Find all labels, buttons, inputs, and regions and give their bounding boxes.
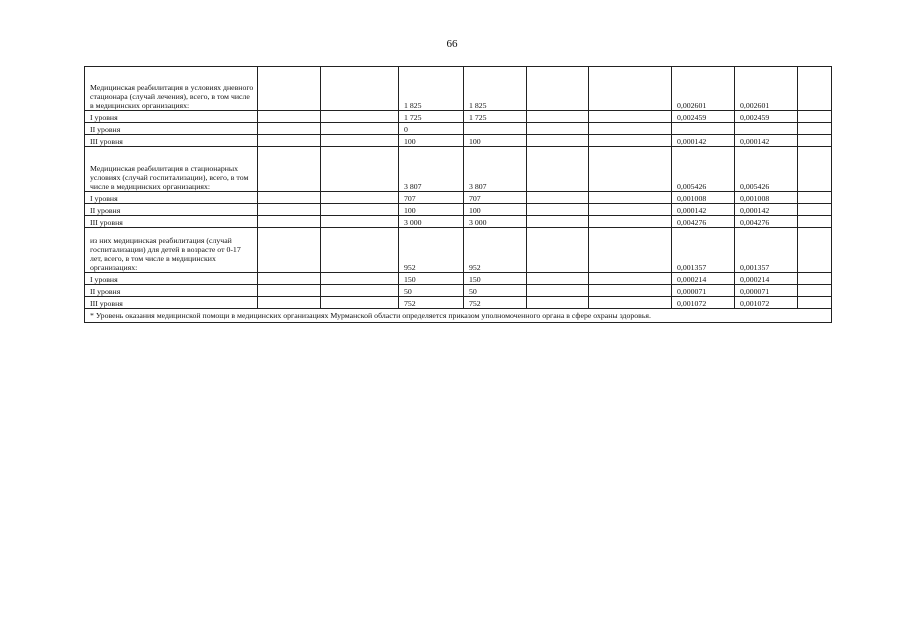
- cell-empty: [589, 204, 672, 216]
- cell-empty: [527, 297, 589, 309]
- cell-empty: [258, 228, 321, 273]
- cell-value: 0,002601: [672, 67, 735, 111]
- table-row: [85, 135, 832, 147]
- cell-value: 0,000071: [672, 285, 735, 297]
- cell-value: 0,004276: [735, 216, 798, 228]
- cell-empty: [798, 67, 832, 111]
- cell-empty: [589, 123, 672, 135]
- table-row: [85, 273, 832, 285]
- cell-empty: [321, 135, 399, 147]
- cell-empty: [589, 67, 672, 111]
- cell-empty: [589, 135, 672, 147]
- cell-value: 752: [399, 297, 464, 309]
- table-row: [85, 147, 832, 192]
- row-label: Медицинская реабилитация в условиях дневного стационара (случай лечения), всего, в том числе в медицинских организациях:: [85, 67, 258, 111]
- cell-empty: [798, 273, 832, 285]
- cell-value: 0,000214: [735, 273, 798, 285]
- cell-empty: [527, 135, 589, 147]
- cell-empty: [527, 67, 589, 111]
- cell-value: 3 807: [464, 147, 527, 192]
- cell-empty: [527, 204, 589, 216]
- cell-empty: [258, 192, 321, 204]
- cell-empty: [321, 285, 399, 297]
- row-label: I уровня: [85, 273, 258, 285]
- cell-empty: [798, 216, 832, 228]
- footnote: * Уровень оказания медицинской помощи в медицинских организациях Мурманской области определяется приказом уполномоченного органа в сфере охраны здоровья.: [85, 309, 832, 323]
- table-row: [85, 285, 832, 297]
- cell-value: 1 725: [399, 111, 464, 123]
- table-row: [85, 192, 832, 204]
- cell-value: 3 807: [399, 147, 464, 192]
- cell-empty: [798, 228, 832, 273]
- cell-value: 0,005426: [672, 147, 735, 192]
- cell-value: 0,000214: [672, 273, 735, 285]
- cell-empty: [527, 228, 589, 273]
- cell-value: 100: [464, 204, 527, 216]
- cell-value: 0,005426: [735, 147, 798, 192]
- cell-empty: [589, 285, 672, 297]
- cell-empty: [589, 297, 672, 309]
- cell-value: 0,002601: [735, 67, 798, 111]
- row-label: I уровня: [85, 111, 258, 123]
- table-row: [85, 216, 832, 228]
- cell-empty: [527, 273, 589, 285]
- cell-empty: [258, 285, 321, 297]
- cell-value: [464, 123, 527, 135]
- cell-empty: [527, 285, 589, 297]
- cell-empty: [321, 204, 399, 216]
- cell-empty: [321, 147, 399, 192]
- cell-value: 0,001072: [735, 297, 798, 309]
- table-row: [85, 228, 832, 273]
- cell-value: 0,001008: [672, 192, 735, 204]
- cell-empty: [258, 273, 321, 285]
- cell-empty: [258, 111, 321, 123]
- cell-value: 100: [464, 135, 527, 147]
- cell-empty: [798, 285, 832, 297]
- table-row: [85, 67, 832, 111]
- cell-value: 3 000: [399, 216, 464, 228]
- cell-empty: [321, 67, 399, 111]
- cell-empty: [589, 273, 672, 285]
- table-row: [85, 204, 832, 216]
- cell-value: 1 725: [464, 111, 527, 123]
- row-label: Медицинская реабилитация в стационарных условиях (случай госпитализации), всего, в том числе в медицинских организациях:: [85, 147, 258, 192]
- cell-empty: [798, 123, 832, 135]
- cell-value: 0: [399, 123, 464, 135]
- cell-empty: [258, 67, 321, 111]
- cell-value: 100: [399, 135, 464, 147]
- cell-empty: [321, 228, 399, 273]
- cell-empty: [258, 135, 321, 147]
- cell-empty: [321, 273, 399, 285]
- cell-value: 150: [464, 273, 527, 285]
- cell-value: 707: [464, 192, 527, 204]
- cell-value: 0,000071: [735, 285, 798, 297]
- cell-empty: [798, 111, 832, 123]
- cell-value: 0,002459: [672, 111, 735, 123]
- cell-empty: [798, 297, 832, 309]
- cell-value: 0,000142: [672, 135, 735, 147]
- cell-value: 50: [464, 285, 527, 297]
- cell-value: 0,000142: [735, 204, 798, 216]
- cell-empty: [798, 135, 832, 147]
- row-label: III уровня: [85, 216, 258, 228]
- cell-value: 707: [399, 192, 464, 204]
- cell-empty: [527, 192, 589, 204]
- rehabilitation-table: [84, 66, 832, 323]
- cell-value: 952: [464, 228, 527, 273]
- cell-value: 3 000: [464, 216, 527, 228]
- cell-empty: [527, 216, 589, 228]
- table-row: [85, 297, 832, 309]
- cell-value: [672, 123, 735, 135]
- page-number: 66: [446, 38, 458, 50]
- cell-empty: [258, 204, 321, 216]
- row-label: III уровня: [85, 297, 258, 309]
- cell-value: 0,001008: [735, 192, 798, 204]
- cell-value: 752: [464, 297, 527, 309]
- cell-value: 0,000142: [672, 204, 735, 216]
- cell-value: 0,001357: [735, 228, 798, 273]
- cell-value: 150: [399, 273, 464, 285]
- table-row: [85, 123, 832, 135]
- table-row: [85, 111, 832, 123]
- cell-empty: [589, 216, 672, 228]
- cell-empty: [258, 123, 321, 135]
- cell-value: 1 825: [464, 67, 527, 111]
- cell-value: 952: [399, 228, 464, 273]
- cell-empty: [527, 111, 589, 123]
- row-label: I уровня: [85, 192, 258, 204]
- cell-value: 1 825: [399, 67, 464, 111]
- cell-empty: [321, 297, 399, 309]
- cell-value: 0,000142: [735, 135, 798, 147]
- cell-empty: [798, 147, 832, 192]
- cell-empty: [321, 192, 399, 204]
- cell-empty: [798, 204, 832, 216]
- row-label: II уровня: [85, 285, 258, 297]
- cell-empty: [527, 123, 589, 135]
- row-label: II уровня: [85, 123, 258, 135]
- row-label: III уровня: [85, 135, 258, 147]
- row-label: II уровня: [85, 204, 258, 216]
- cell-empty: [798, 192, 832, 204]
- cell-empty: [589, 111, 672, 123]
- cell-value: 50: [399, 285, 464, 297]
- cell-empty: [258, 147, 321, 192]
- cell-empty: [527, 147, 589, 192]
- cell-empty: [589, 228, 672, 273]
- cell-value: 0,001072: [672, 297, 735, 309]
- cell-empty: [589, 192, 672, 204]
- cell-empty: [321, 216, 399, 228]
- cell-value: 0,004276: [672, 216, 735, 228]
- cell-empty: [258, 297, 321, 309]
- cell-empty: [589, 147, 672, 192]
- cell-empty: [258, 216, 321, 228]
- footnote-row: [85, 309, 832, 323]
- cell-empty: [321, 123, 399, 135]
- cell-value: [735, 123, 798, 135]
- cell-value: 100: [399, 204, 464, 216]
- cell-empty: [321, 111, 399, 123]
- cell-value: 0,002459: [735, 111, 798, 123]
- row-label: из них медицинская реабилитация (случай госпитализации) для детей в возрасте от 0-17 лет, всего, в том числе в медицинских организациях:: [85, 228, 258, 273]
- cell-value: 0,001357: [672, 228, 735, 273]
